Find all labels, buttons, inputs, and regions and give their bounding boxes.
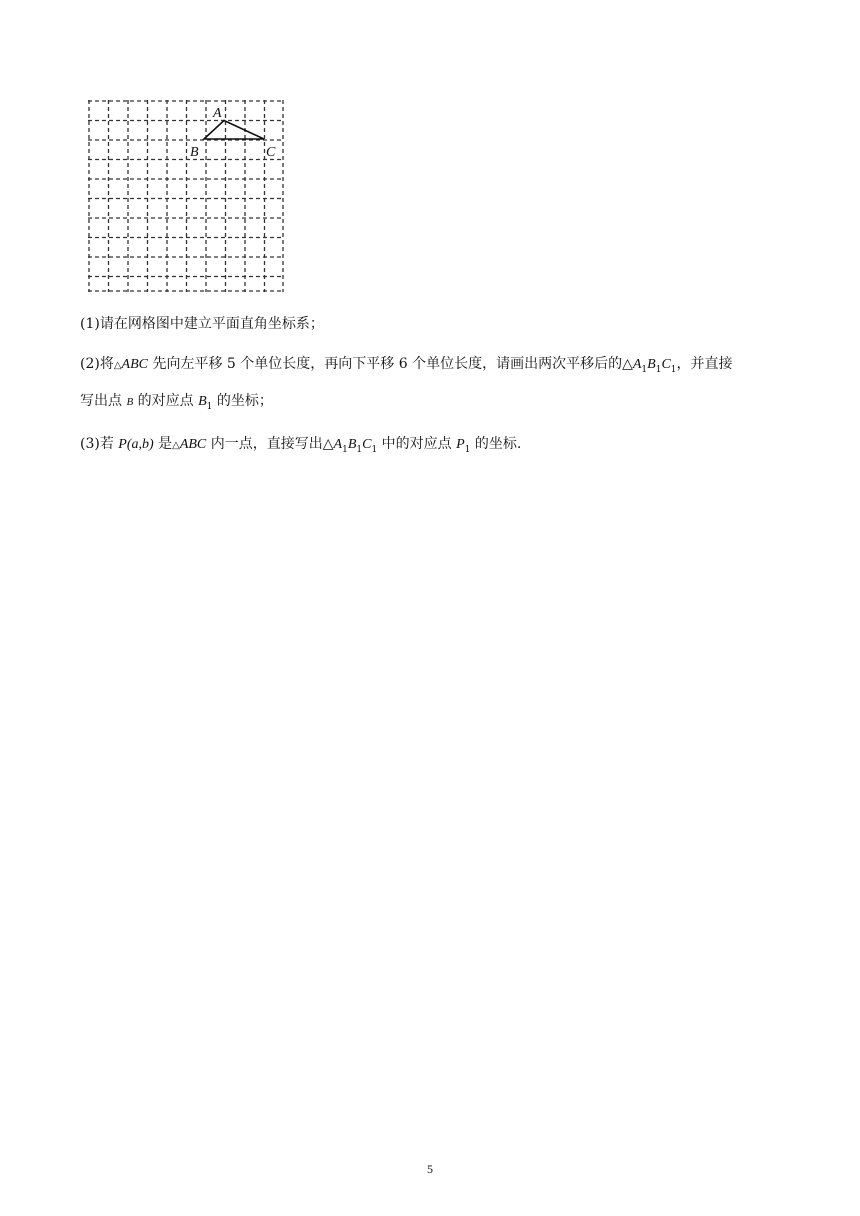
triangle-symbol: △ [172, 440, 180, 451]
vertex-c1: C [362, 437, 372, 452]
vertex-a1: A [333, 437, 343, 452]
point-p-coords: (a,b) [126, 437, 154, 452]
question-2-continued [80, 391, 273, 417]
grid-figure-svg [84, 96, 290, 298]
subscript: 1 [356, 444, 363, 455]
label-c: C [266, 145, 276, 160]
triangle-name: ABC [179, 437, 207, 452]
point-b: B [126, 396, 134, 408]
question-3 [80, 434, 521, 460]
subscript: 1 [655, 364, 662, 375]
question-2b-end: 的坐标； [212, 393, 273, 409]
question-3-mid3: 中的对应点 [377, 436, 457, 452]
point-p: P [118, 437, 127, 452]
subscript: 1 [371, 444, 378, 455]
vertex-b1: B [347, 437, 357, 452]
subscript: 1 [206, 401, 213, 412]
point-b1: B [198, 394, 207, 409]
point-p1: P [456, 437, 465, 452]
triangle-name: ABC [121, 357, 148, 372]
triangle-symbol: △ [113, 360, 122, 371]
triangle-symbol-2: △ [622, 356, 633, 372]
question-2-end: ，并直接 [676, 356, 733, 372]
question-3-prefix: (3)若 [80, 436, 119, 452]
vertex-b1: B [647, 357, 656, 372]
grid-figure [84, 96, 290, 298]
question-2b-mid: 的对应点 [133, 393, 199, 409]
question-2b-prefix: 写出点 [80, 393, 127, 409]
triangle-symbol-2: △ [322, 436, 334, 452]
question-3-mid: 是 [153, 436, 173, 452]
subscript: 1 [464, 444, 471, 455]
question-2-text: 先向左平移 5 个单位长度，再向下平移 6 个单位长度，请画出两次平移后的 [148, 356, 623, 372]
subscript: 1 [641, 364, 648, 375]
question-2-prefix: (2)将 [80, 356, 114, 372]
label-a: A [213, 106, 222, 121]
vertex-c1: C [661, 357, 671, 372]
page-number: 5 [427, 1162, 433, 1176]
question-3-mid2: 内一点，直接写出 [206, 436, 323, 452]
question-1: (1)请在网格图中建立平面直角坐标系； [80, 316, 324, 332]
subscript: 1 [342, 444, 348, 455]
question-3-end: 的坐标. [470, 436, 522, 452]
triangle-abc [204, 121, 264, 140]
question-2 [80, 354, 733, 380]
label-b: B [190, 145, 199, 160]
vertex-a1: A [632, 357, 642, 372]
subscript: 1 [670, 364, 677, 375]
